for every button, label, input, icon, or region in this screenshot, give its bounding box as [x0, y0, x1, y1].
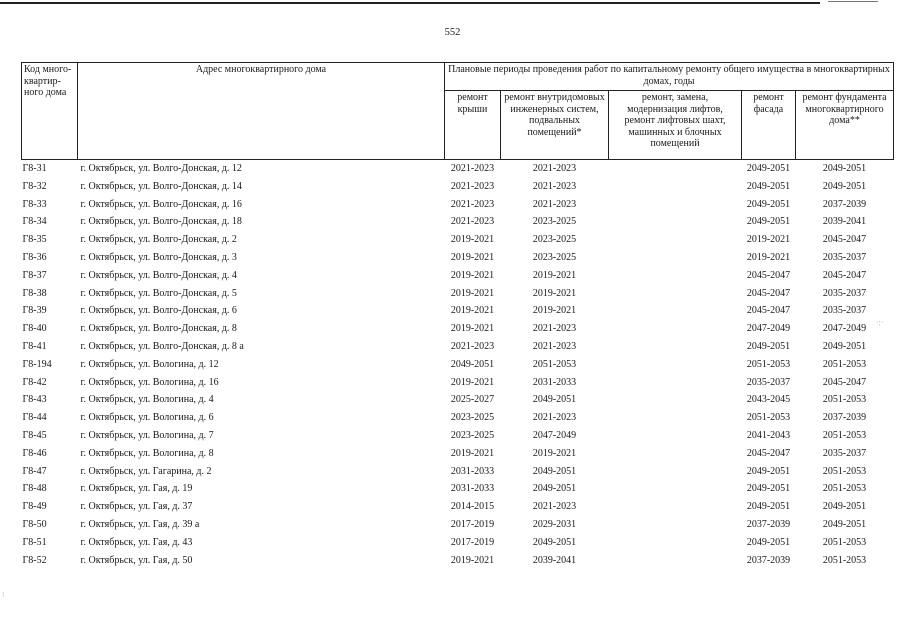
table-row [22, 516, 894, 534]
table-row [22, 338, 894, 356]
cell-facade: 2043-2045 [746, 394, 791, 406]
table-row [22, 249, 894, 267]
cell-facade: 2051-2053 [746, 412, 791, 424]
table-row [22, 498, 894, 516]
cell-code: Г8-43 [22, 394, 47, 406]
cell-roof: 2049-2051 [450, 358, 495, 370]
cell-roof: 2021-2023 [450, 340, 495, 352]
cell-systems: 2047-2049 [532, 429, 577, 441]
table-row [22, 285, 894, 303]
cell-facade: 2037-2039 [746, 554, 791, 566]
cell-address: г. Октябрьск, ул. Вологина, д. 12 [80, 358, 219, 370]
cell-systems: 2031-2033 [532, 376, 577, 388]
cell-foundation: 2037-2039 [822, 198, 867, 210]
table-row [22, 427, 894, 445]
cell-lifts [609, 249, 742, 267]
cell-foundation: 2045-2047 [822, 376, 867, 388]
table-row [22, 445, 894, 463]
cell-lifts [609, 160, 742, 178]
cell-address: г. Октябрьск, ул. Волго-Донская, д. 14 [80, 180, 242, 192]
cell-code: Г8-37 [22, 269, 47, 281]
cell-facade: 2035-2037 [746, 376, 791, 388]
header-lifts: ремонт, замена, модернизация лифтов, ремонт лифтовых шахт, машинных и блочных помещений [609, 91, 742, 160]
cell-facade: 2049-2051 [746, 340, 791, 352]
cell-code: Г8-34 [22, 216, 47, 228]
cell-facade: 2051-2053 [746, 358, 791, 370]
cell-address: г. Октябрьск, ул. Вологина, д. 7 [80, 429, 214, 441]
table-row [22, 356, 894, 374]
cell-code: Г8-47 [22, 465, 47, 477]
cell-roof: 2023-2025 [450, 412, 495, 424]
cell-address: г. Октябрьск, ул. Волго-Донская, д. 12 [80, 163, 242, 174]
cell-facade: 2045-2047 [746, 287, 791, 299]
cell-code: Г8-52 [22, 554, 47, 566]
cell-roof: 2014-2015 [450, 501, 495, 513]
cell-roof: 2019-2021 [450, 269, 495, 281]
cell-address: г. Октябрьск, ул. Волго-Донская, д. 16 [80, 198, 242, 210]
cell-lifts [609, 391, 742, 409]
table-header [22, 63, 894, 160]
cell-lifts [609, 178, 742, 196]
cell-lifts [609, 213, 742, 231]
table-row [22, 320, 894, 338]
cell-systems: 2049-2051 [532, 536, 577, 548]
cell-address: г. Октябрьск, ул. Волго-Донская, д. 4 [80, 269, 237, 281]
cell-lifts [609, 374, 742, 392]
cell-lifts [609, 409, 742, 427]
cell-roof: 2019-2021 [450, 323, 495, 335]
cell-systems: 2023-2025 [532, 234, 577, 246]
cell-address: г. Октябрьск, ул. Волго-Донская, д. 8 [80, 323, 237, 335]
table-row [22, 374, 894, 392]
cell-roof: 2021-2023 [450, 180, 495, 192]
cell-systems: 2039-2041 [532, 554, 577, 566]
cell-systems: 2019-2021 [532, 287, 577, 299]
cell-roof: 2019-2021 [450, 251, 495, 263]
header-roof: ремонт крыши [445, 91, 501, 160]
table-row [22, 213, 894, 231]
cell-address: г. Октябрьск, ул. Вологина, д. 8 [80, 447, 214, 459]
cell-systems: 2049-2051 [532, 394, 577, 406]
header-engineering-systems: ремонт внутридомовых инженерных систем, подвальных помещений* [501, 91, 609, 160]
cell-roof: 2017-2019 [450, 536, 495, 548]
cell-roof: 2021-2023 [450, 163, 495, 174]
cell-address: г. Октябрьск, ул. Гагарина, д. 2 [80, 465, 212, 477]
cell-foundation: 2035-2037 [822, 305, 867, 317]
cell-lifts [609, 480, 742, 498]
table-row [22, 463, 894, 481]
cell-facade: 2019-2021 [746, 234, 791, 246]
cell-foundation: 2035-2037 [822, 447, 867, 459]
table-row [22, 267, 894, 285]
header-address: Адрес многоквартирного дома [78, 63, 445, 160]
table-row [22, 178, 894, 196]
cell-foundation: 2051-2053 [822, 429, 867, 441]
cell-systems: 2021-2023 [532, 501, 577, 513]
cell-address: г. Октябрьск, ул. Волго-Донская, д. 2 [80, 234, 237, 246]
cell-facade: 2045-2047 [746, 305, 791, 317]
cell-facade: 2045-2047 [746, 269, 791, 281]
cell-foundation: 2045-2047 [822, 234, 867, 246]
header-periods-title: Плановые периоды проведения работ по капитальному ремонту общего имущества в многоквартирных домах, годы [445, 63, 894, 91]
cell-code: Г8-41 [22, 340, 47, 352]
cell-code: Г8-50 [22, 518, 47, 530]
cell-roof: 2031-2033 [450, 465, 495, 477]
cell-code: Г8-33 [22, 198, 47, 210]
cell-systems: 2023-2025 [532, 216, 577, 228]
cell-systems: 2051-2053 [532, 358, 577, 370]
cell-address: г. Октябрьск, ул. Гая, д. 37 [80, 501, 193, 513]
cell-lifts [609, 356, 742, 374]
cell-roof: 2019-2021 [450, 447, 495, 459]
cell-foundation: 2037-2039 [822, 412, 867, 424]
cell-lifts [609, 320, 742, 338]
cell-facade: 2047-2049 [746, 323, 791, 335]
cell-facade: 2049-2051 [746, 216, 791, 228]
cell-foundation: 2045-2047 [822, 269, 867, 281]
cell-address: г. Октябрьск, ул. Волго-Донская, д. 6 [80, 305, 237, 317]
cell-address: г. Октябрьск, ул. Вологина, д. 16 [80, 376, 219, 388]
cell-facade: 2049-2051 [746, 465, 791, 477]
table-row [22, 480, 894, 498]
cell-foundation: 2039-2041 [822, 216, 867, 228]
table-row [22, 196, 894, 214]
cell-facade: 2049-2051 [746, 483, 791, 495]
scan-artifact: ⁝ [2, 590, 5, 599]
cell-address: г. Октябрьск, ул. Гая, д. 50 [80, 554, 193, 566]
cell-systems: 2021-2023 [532, 180, 577, 192]
cell-systems: 2049-2051 [532, 483, 577, 495]
header-code: Код много-квартир-ного дома [22, 63, 78, 160]
cell-code: Г8-36 [22, 251, 47, 263]
cell-foundation: 2049-2051 [822, 518, 867, 530]
cell-facade: 2049-2051 [746, 536, 791, 548]
cell-code: Г8-48 [22, 483, 47, 495]
cell-roof: 2019-2021 [450, 376, 495, 388]
cell-facade: 2049-2051 [746, 163, 791, 174]
cell-foundation: 2049-2051 [822, 180, 867, 192]
cell-systems: 2021-2023 [532, 163, 577, 174]
cell-systems: 2021-2023 [532, 323, 577, 335]
cell-roof: 2025-2027 [450, 394, 495, 406]
cell-roof: 2019-2021 [450, 554, 495, 566]
cell-foundation: 2051-2053 [822, 358, 867, 370]
cell-facade: 2049-2051 [746, 180, 791, 192]
cell-systems: 2023-2025 [532, 251, 577, 263]
cell-address: г. Октябрьск, ул. Волго-Донская, д. 5 [80, 287, 237, 299]
cell-roof: 2017-2019 [450, 518, 495, 530]
cell-systems: 2049-2051 [532, 465, 577, 477]
cell-address: г. Октябрьск, ул. Вологина, д. 4 [80, 394, 214, 406]
cell-foundation: 2051-2053 [822, 483, 867, 495]
cell-roof: 2019-2021 [450, 305, 495, 317]
cell-address: г. Октябрьск, ул. Волго-Донская, д. 8 а [80, 340, 244, 352]
repair-schedule-table [21, 62, 894, 569]
cell-code: Г8-31 [22, 163, 47, 174]
cell-code: Г8-40 [22, 323, 47, 335]
cell-foundation: 2049-2051 [822, 340, 867, 352]
cell-lifts [609, 302, 742, 320]
cell-lifts [609, 498, 742, 516]
cell-lifts [609, 552, 742, 570]
cell-code: Г8-35 [22, 234, 47, 246]
cell-systems: 2019-2021 [532, 305, 577, 317]
cell-lifts [609, 534, 742, 552]
cell-address: г. Октябрьск, ул. Волго-Донская, д. 18 [80, 216, 242, 228]
top-rule-fragment [828, 1, 878, 2]
cell-code: Г8-32 [22, 180, 47, 192]
cell-roof: 2021-2023 [450, 216, 495, 228]
cell-foundation: 2035-2037 [822, 251, 867, 263]
cell-roof: 2023-2025 [450, 429, 495, 441]
top-rule [0, 2, 820, 4]
cell-facade: 2019-2021 [746, 251, 791, 263]
header-foundation: ремонт фундамента многоквартирного дома** [796, 91, 894, 160]
table-row [22, 302, 894, 320]
cell-code: Г8-49 [22, 501, 47, 513]
cell-foundation: 2051-2053 [822, 465, 867, 477]
cell-code: Г8-42 [22, 376, 47, 388]
cell-address: г. Октябрьск, ул. Гая, д. 43 [80, 536, 193, 548]
cell-systems: 2019-2021 [532, 447, 577, 459]
table-row [22, 552, 894, 570]
cell-lifts [609, 427, 742, 445]
cell-foundation: 2051-2053 [822, 394, 867, 406]
cell-foundation: 2035-2037 [822, 287, 867, 299]
cell-lifts [609, 338, 742, 356]
cell-code: Г8-194 [22, 358, 52, 370]
cell-foundation: 2051-2053 [822, 554, 867, 566]
table-row [22, 409, 894, 427]
table-row [22, 160, 894, 178]
cell-lifts [609, 445, 742, 463]
cell-address: г. Октябрьск, ул. Волго-Донская, д. 3 [80, 251, 237, 263]
cell-roof: 2031-2033 [450, 483, 495, 495]
cell-code: Г8-45 [22, 429, 47, 441]
cell-foundation: 2049-2051 [822, 163, 867, 174]
cell-foundation: 2047-2049 [822, 323, 867, 335]
cell-code: Г8-39 [22, 305, 47, 317]
scan-artifact: ·:· [876, 318, 884, 327]
cell-address: г. Октябрьск, ул. Гая, д. 39 а [80, 518, 200, 530]
cell-lifts [609, 267, 742, 285]
cell-systems: 2021-2023 [532, 198, 577, 210]
cell-facade: 2041-2043 [746, 429, 791, 441]
cell-systems: 2029-2031 [532, 518, 577, 530]
cell-lifts [609, 231, 742, 249]
cell-facade: 2045-2047 [746, 447, 791, 459]
table-row [22, 231, 894, 249]
table-row [22, 391, 894, 409]
cell-foundation: 2051-2053 [822, 536, 867, 548]
cell-address: г. Октябрьск, ул. Гая, д. 19 [80, 483, 193, 495]
page-number: 552 [444, 27, 461, 38]
cell-code: Г8-44 [22, 412, 47, 424]
cell-facade: 2037-2039 [746, 518, 791, 530]
cell-code: Г8-46 [22, 447, 47, 459]
cell-lifts [609, 516, 742, 534]
cell-facade: 2049-2051 [746, 501, 791, 513]
cell-lifts [609, 196, 742, 214]
cell-address: г. Октябрьск, ул. Вологина, д. 6 [80, 412, 214, 424]
cell-roof: 2019-2021 [450, 287, 495, 299]
cell-foundation: 2049-2051 [822, 501, 867, 513]
cell-code: Г8-51 [22, 536, 47, 548]
cell-roof: 2019-2021 [450, 234, 495, 246]
cell-lifts [609, 285, 742, 303]
cell-roof: 2021-2023 [450, 198, 495, 210]
cell-systems: 2019-2021 [532, 269, 577, 281]
cell-systems: 2021-2023 [532, 340, 577, 352]
cell-lifts [609, 463, 742, 481]
table-row [22, 534, 894, 552]
header-facade: ремонт фасада [742, 91, 796, 160]
cell-code: Г8-38 [22, 287, 47, 299]
table-body [22, 160, 894, 570]
cell-systems: 2021-2023 [532, 412, 577, 424]
cell-facade: 2049-2051 [746, 198, 791, 210]
